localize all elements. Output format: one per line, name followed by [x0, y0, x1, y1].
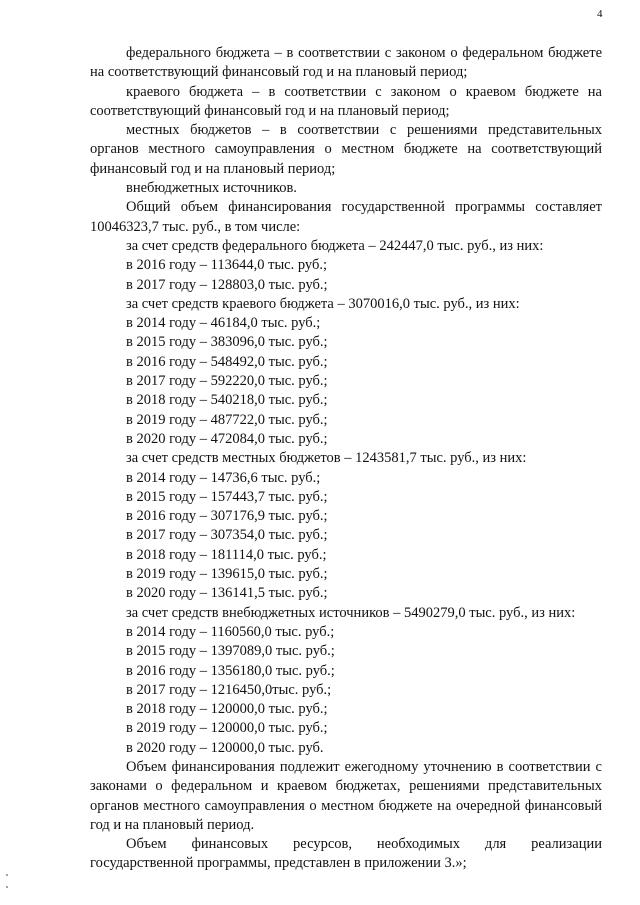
year-amount-item: в 2019 году – 139615,0 тыс. руб.; [126, 566, 328, 583]
year-amount-item: в 2018 году – 181114,0 тыс. руб.; [126, 546, 327, 563]
regional-year-list [90, 314, 602, 449]
federal-year-list [90, 256, 602, 295]
year-amount-item: в 2020 году – 120000,0 тыс. руб. [126, 739, 324, 756]
source-regional-header: за счет средств краевого бюджета – 3070016,0 тыс. руб., из них: [126, 295, 520, 312]
year-amount-item: в 2015 году – 157443,7 тыс. руб.; [126, 488, 328, 505]
paragraph-offbudget: внебюджетных источников. [126, 180, 297, 197]
local-year-list [90, 469, 602, 604]
year-amount-item: в 2015 году – 1397089,0 тыс. руб.; [126, 643, 335, 660]
year-amount-item: в 2017 году – 1216450,0тыс. руб.; [126, 681, 332, 698]
source-local-header: за счет средств местных бюджетов – 1243581,7 тыс. руб., из них: [126, 450, 527, 467]
source-federal-header: за счет средств федерального бюджета – 242447,0 тыс. руб., из них: [126, 237, 544, 254]
paragraph-appendix-reference: Объем финансовых ресурсов, необходимых для реализации государственной программы, представлен в приложении 3.»; [90, 836, 602, 872]
offbudget-year-list [90, 623, 602, 758]
scan-speck [6, 886, 8, 888]
paragraph-local: местных бюджетов – в соответствии с решениями представительных органов местного самоуправления о местном бюджете на соответствующий финансовый год и на плановый период; [90, 122, 602, 177]
paragraph-total: Общий объем финансирования государственной программы составляет 10046323,7 тыс. руб., в том числе: [90, 199, 602, 235]
year-amount-item: в 2016 году – 307176,9 тыс. руб.; [126, 508, 328, 525]
paragraph-federal: федерального бюджета – в соответствии с законом о федеральном бюджете на соответствующий финансовый год и на плановый период; [90, 45, 602, 81]
year-amount-item: в 2018 году – 120000,0 тыс. руб.; [126, 701, 328, 718]
scan-speck [6, 874, 8, 876]
source-offbudget-header: за счет средств внебюджетных источников – 5490279,0 тыс. руб., из них: [126, 604, 576, 621]
year-amount-item: в 2016 году – 113644,0 тыс. руб.; [126, 257, 328, 274]
document-body [90, 44, 602, 874]
year-amount-item: в 2016 году – 1356180,0 тыс. руб.; [126, 662, 335, 679]
paragraph-annual-clarification: Объем финансирования подлежит ежегодному уточнению в соответствии с законами о федеральном и краевом бюджетах, решениями представительных органов местного самоуправления о местном бюджете на очередной финансовый год и на плановый период. [90, 758, 602, 833]
year-amount-item: в 2014 году – 14736,6 тыс. руб.; [126, 469, 321, 486]
year-amount-item: в 2020 году – 136141,5 тыс. руб.; [126, 585, 328, 602]
year-amount-item: в 2017 году – 307354,0 тыс. руб.; [126, 527, 328, 544]
year-amount-item: в 2019 году – 120000,0 тыс. руб.; [126, 720, 328, 737]
year-amount-item: в 2016 году – 548492,0 тыс. руб.; [126, 353, 328, 370]
page-number: 4 [597, 8, 603, 20]
year-amount-item: в 2014 году – 46184,0 тыс. руб.; [126, 315, 321, 332]
paragraph-regional: краевого бюджета – в соответствии с законом о краевом бюджете на соответствующий финансовый год и на плановый период; [90, 83, 602, 119]
year-amount-item: в 2018 году – 540218,0 тыс. руб.; [126, 392, 328, 409]
year-amount-item: в 2017 году – 592220,0 тыс. руб.; [126, 373, 328, 390]
year-amount-item: в 2020 году – 472084,0 тыс. руб.; [126, 430, 328, 447]
year-amount-item: в 2015 году – 383096,0 тыс. руб.; [126, 334, 328, 351]
year-amount-item: в 2019 году – 487722,0 тыс. руб.; [126, 411, 328, 428]
year-amount-item: в 2017 году – 128803,0 тыс. руб.; [126, 276, 328, 293]
year-amount-item: в 2014 году – 1160560,0 тыс. руб.; [126, 623, 335, 640]
